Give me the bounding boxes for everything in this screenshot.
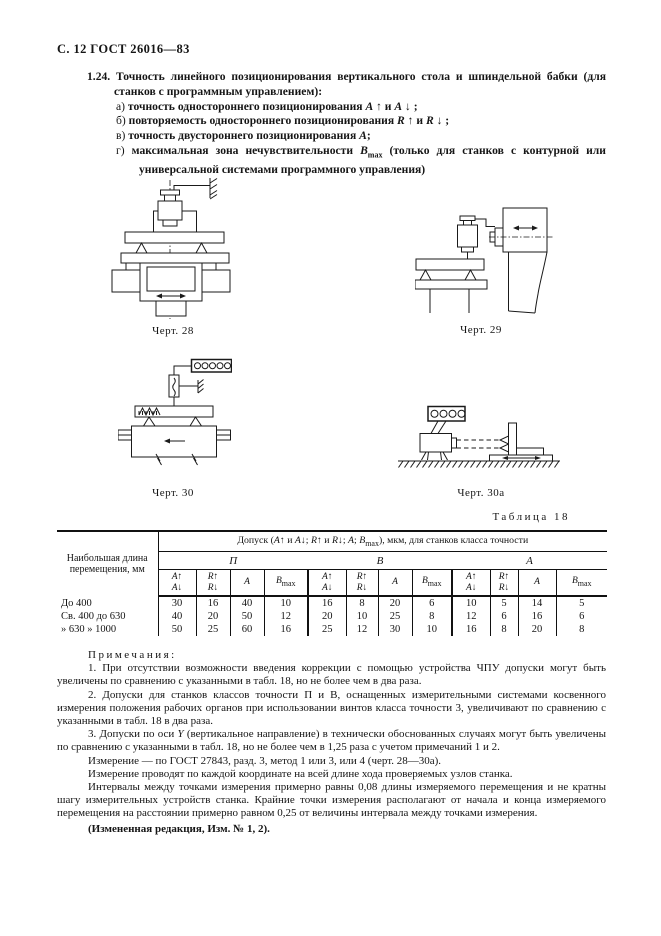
subcolumn-header: A↑ A↓ — [452, 570, 490, 597]
tolerance-span-header: Допуск (A↑ и A↓; R↑ и R↓; A; $B_{max}$), мкм, для станков класса точности — [158, 531, 607, 552]
subcolumn-header: $B_{max}$ — [412, 570, 452, 597]
figure-28-drawing — [106, 177, 236, 322]
tolerance-value: 8 — [490, 623, 518, 636]
clause-1-24 — [57, 70, 606, 178]
figure-30-caption: Черт. 30 — [152, 487, 194, 499]
moving-slide-icon — [490, 455, 553, 461]
fixed-support-icon — [210, 178, 217, 199]
tolerance-value: 30 — [378, 623, 412, 636]
clause-intro-text: Точность линейного позиционирования вертикального стола и шпиндельной бабки (для станков с программным управлением): — [114, 70, 606, 98]
figure-30 — [118, 358, 232, 470]
tolerance-value: 6 — [490, 610, 518, 623]
saddle-icon — [112, 263, 230, 316]
clause-item: б) повторяемость одностороннего позиционирования R ↑ и R ↓ ; — [116, 114, 450, 128]
tolerance-value: 25 — [378, 610, 412, 623]
row-label: » 630 » 1000 — [57, 623, 158, 636]
ground-hatching — [398, 461, 560, 468]
tolerance-value: 5 — [490, 596, 518, 610]
clause-item: а) точность одностороннего позиционирования A ↑ и A ↓ ; — [116, 99, 418, 113]
measurement-text: Измерение — по ГОСТ 27843, разд. 3, метод 1 или 3, или 4 (черт. 28—30а). — [88, 754, 442, 767]
tolerance-value: 60 — [230, 623, 264, 636]
tolerance-value: 6 — [412, 596, 452, 610]
table-body — [57, 596, 607, 636]
table-row — [57, 610, 607, 623]
tolerance-value: 40 — [158, 610, 196, 623]
figure-30a — [398, 375, 560, 468]
note-item: 1. При отсутствии возможности введения коррекции с помощью устройства ЧПУ допуски могут быть увеличены по сравнению с указанными в табл. 18, но не более чем в два раза. — [57, 662, 606, 688]
tolerance-value: 8 — [346, 596, 378, 610]
page-header: С. 12 ГОСТ 26016—83 — [57, 42, 190, 56]
subcolumn-header: R↑ R↓ — [196, 570, 230, 597]
tolerance-value: 14 — [518, 596, 556, 610]
tolerance-value: 20 — [308, 610, 346, 623]
measurement-text: Измерение проводят по каждой координате на всей длине хода проверяемых узлов станка. — [88, 767, 513, 780]
readout-display-icon — [192, 360, 232, 373]
figure-30a-caption: Черт. 30а — [457, 487, 505, 499]
notes-heading: Примечания: — [88, 649, 177, 661]
subcolumn-header: A — [378, 570, 412, 597]
clause-item: г) максимальная зона нечувствительности $B_{max}$ (только для станков с контурной или универсальной системами программного управления) — [116, 143, 606, 177]
tolerance-value: 12 — [264, 610, 308, 623]
laser-head-icon — [420, 434, 457, 461]
tolerance-value: 30 — [158, 596, 196, 610]
figure-30a-drawing — [398, 375, 560, 468]
clause-item: в) точность двустороннего позиционирования A; — [116, 129, 371, 143]
tolerance-value: 20 — [518, 623, 556, 636]
machine-table-icon — [135, 406, 213, 426]
readout-display-icon — [428, 407, 465, 434]
subcolumn-header: $B_{max}$ — [556, 570, 607, 597]
tolerance-value: 12 — [452, 610, 490, 623]
spindle-head-icon — [490, 208, 547, 313]
table-row — [57, 623, 607, 636]
tolerance-value: 16 — [308, 596, 346, 610]
class-group-header: А — [452, 552, 607, 570]
clause-items — [57, 100, 606, 178]
machine-table-icon — [121, 232, 229, 263]
tolerance-table — [57, 530, 607, 636]
measurement-text: Интервалы между точками измерения примерно равны 0,08 длины измеряемого перемещения и не кратны шагу измерительных устройств станка. Крайние точки измерения располагают от начала и конца измеряемого перемещения на расстоянии примерно равном 0,25 от величины интервала между точками измерения. — [57, 781, 606, 820]
reflector-bracket-icon — [509, 423, 544, 455]
table-row — [57, 596, 607, 610]
tolerance-value: 5 — [579, 598, 585, 609]
table-label: Таблица 18 — [492, 511, 570, 523]
tolerance-value: 25 — [196, 623, 230, 636]
dial-indicator-icon — [458, 216, 478, 259]
tolerance-value: 8 — [412, 610, 452, 623]
figure-28-caption: Черт. 28 — [152, 325, 194, 337]
amendment-note: (Измененная редакция, Изм. № 1, 2). — [88, 822, 270, 835]
col1-header: Наибольшая длина перемещения, мм — [57, 531, 158, 596]
notes-block — [57, 649, 606, 836]
reading-head-icon — [169, 375, 179, 397]
class-group-header: П — [158, 552, 308, 570]
subcolumn-header: A↑ A↓ — [308, 570, 346, 597]
tolerance-value: 10 — [264, 596, 308, 610]
subcolumn-header: R↑ R↓ — [346, 570, 378, 597]
figure-30-drawing — [118, 358, 232, 470]
machine-table-icon — [415, 259, 487, 313]
tolerance-value: 10 — [412, 623, 452, 636]
tolerance-value: 16 — [452, 623, 490, 636]
tolerance-value: 20 — [196, 610, 230, 623]
signal-cable — [174, 366, 192, 375]
tolerance-value: 20 — [378, 596, 412, 610]
subcolumn-header: A↑ A↓ — [158, 570, 196, 597]
tolerance-value: 6 — [579, 611, 585, 622]
tolerance-value: 16 — [518, 610, 556, 623]
tolerance-value: 8 — [579, 624, 585, 635]
clause-number: 1.24. — [87, 70, 111, 83]
subcolumn-header: A — [518, 570, 556, 597]
tolerance-value: 16 — [196, 596, 230, 610]
clause-intro — [57, 70, 606, 100]
fixed-support-icon — [179, 380, 204, 394]
tolerance-value: 10 — [452, 596, 490, 610]
tolerance-value: 16 — [264, 623, 308, 636]
figure-29 — [415, 188, 556, 322]
machine-body-icon — [118, 426, 231, 465]
tolerance-value: 50 — [158, 623, 196, 636]
tolerance-value: 25 — [308, 623, 346, 636]
class-group-header: В — [308, 552, 452, 570]
tolerance-value: 12 — [346, 623, 378, 636]
figure-29-caption: Черт. 29 — [460, 324, 502, 336]
note-item: 2. Допуски для станков классов точности П и В, оснащенных измерительными системами косвенного измерения положения рабочих органов при использовании винтов класса точности 3, увеличивают по сравнению с указанными в табл. 18 в два раза. — [57, 688, 606, 728]
note-item: 3. Допуски по оси Y (вертикальное направление) в технически обоснованных случаях могут быть увеличены по сравнению с указанными в табл. 18, но не более чем в 1,25 раза с учетом примечаний 1 и 2. — [57, 728, 606, 754]
subcolumn-header: R↑ R↓ — [490, 570, 518, 597]
subcolumn-header: A — [230, 570, 264, 597]
row-label: Св. 400 до 630 — [57, 610, 158, 623]
figure-29-drawing — [415, 188, 556, 322]
subcolumn-header: $B_{max}$ — [264, 570, 308, 597]
row-label: До 400 — [57, 596, 158, 610]
figure-28 — [106, 177, 236, 322]
retroreflector-icon — [500, 436, 509, 452]
tolerance-value: 50 — [230, 610, 264, 623]
tolerance-value: 10 — [346, 610, 378, 623]
tolerance-value: 40 — [230, 596, 264, 610]
